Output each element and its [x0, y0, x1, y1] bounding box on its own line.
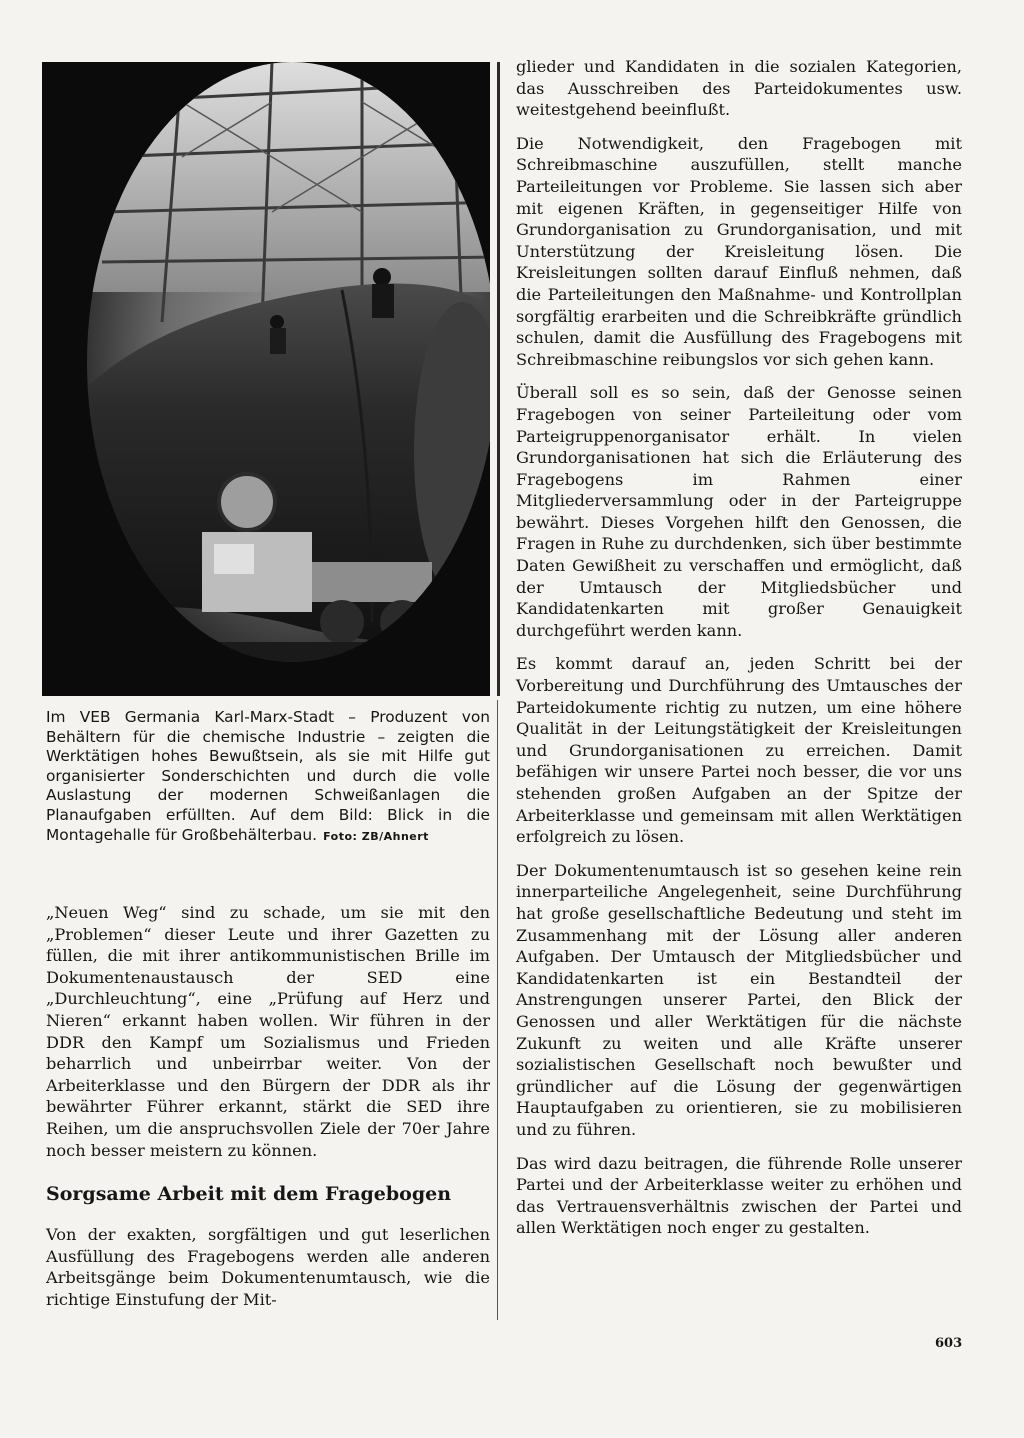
photo-caption [46, 708, 490, 846]
left-paragraph-1: „Neuen Weg“ sind zu schade, um sie mit den „Problemen“ dieser Leute und ihrer Gazetten zu füllen, die mit ihrer antikommunistischen Brille im Dokumentenaustausch der SED eine „Durchleuchtung“, eine „Prüfung auf Herz und Nieren“ erkannt haben wollen. Wir führen in der DDR den Kampf um Sozialismus und Frieden beharrlich und unbeirrbar weiter. Von der Arbeiterklasse und den Bürgern der DDR als ihr bewährter Führer erkannt, stärkt die SED ihre Reihen, um die anspruchsvollen Ziele der 70er Jahre noch besser meistern zu können. [46, 903, 490, 1160]
right-paragraph-6: Das wird dazu beitragen, die führende Rolle unserer Partei und der Arbeiterklasse weiter zu erhöhen und das Vertrauensverhältnis zwischen der Partei und allen Werktätigen noch enger zu gestalten. [516, 1153, 962, 1238]
left-paragraph-2: Von der exakten, sorgfältigen und gut leserlichen Ausfüllung des Fragebogens werden alle anderen Arbeitsgänge beim Dokumentenumtausch, wie die richtige Einstufung der Mit- [46, 1225, 490, 1309]
photo-credit: Foto: ZB/Ahnert [323, 829, 429, 843]
column-divider-upper [497, 62, 500, 696]
column-divider-lower [497, 700, 498, 1320]
right-paragraph-2: Die Notwendigkeit, den Fragebogen mit Schreibmaschine auszufüllen, stellt manche Parteileitungen vor Probleme. Sie lassen sich aber mit eigenen Kräften, in gegenseitiger Hilfe von Grundorganisation zu Grundorganisation, und mit Unterstützung der Kreisleitung lösen. Die Kreisleitungen sollten darauf Einfluß nehmen, daß die Parteileitungen den Maßnahme- und Kontrollplan sorgfältig erarbeiten und die Schreibkräfte gründlich schulen, damit die Ausfüllung des Fragebogens mit Schreibmaschine reibungslos vor sich gehen kann. [516, 133, 962, 369]
factory-tank-photo [42, 62, 490, 696]
left-column-upper [46, 902, 490, 1161]
left-column-lower [46, 1224, 490, 1310]
right-paragraph-5: Der Dokumentenumtausch ist so gesehen keine rein innerparteiliche Angelegenheit, seine Durchführung hat große gesellschaftliche Bedeutung und steht im Zusammenhang mit der Lösung aller anderen Aufgaben. Der Umtausch der Mitgliedsbücher und Kandidatenkarten ist ein Bestandteil der Anstrengungen unserer Partei, den Blick der Genossen und aller Werktätigen für die nächste Zukunft zu weiten und alle Kräfte unserer sozialistischen Gesellschaft noch bewußter und gründlicher auf die Lösung der gegenwärtigen Hauptaufgaben zu orientieren, sie zu mobilisieren und zu führen. [516, 860, 962, 1139]
right-paragraph-3: Überall soll es so sein, daß der Genosse seinen Fragebogen von seiner Parteileitung oder vom Parteigruppenorganisator erhält. In vielen Grundorganisationen hat sich die Erläuterung des Fragebogens im Rahmen einer Mitgliederversammlung oder in der Parteigruppe bewährt. Dieses Vorgehen hilft den Genossen, die Fragen in Ruhe zu durchdenken, sich über bestimmte Daten Gewißheit zu verschaffen und ermöglicht, daß der Umtausch der Mitgliedsbücher und Kandidatenkarten mit großer Genauigkeit durchgeführt werden kann. [516, 383, 962, 640]
right-paragraph-1: glieder und Kandidaten in die sozialen Kategorien, das Ausschreiben des Parteidokumentes usw. weitestgehend beeinflußt. [516, 57, 962, 120]
photo-illustration [42, 62, 490, 696]
right-paragraph-4: Es kommt darauf an, jeden Schritt bei der Vorbereitung und Durchführung des Umtausches der Parteidokumente richtig zu nutzen, um eine höhere Qualität in der Leitungstätigkeit der Kreisleitungen und Grundorganisationen zu erreichen. Damit befähigen wir unsere Partei noch besser, die vor uns stehenden großen Aufgaben an der Spitze der Arbeiterklasse und gemeinsam mit allen Werktätigen erfolgreich zu lösen. [516, 654, 962, 847]
caption-text: Im VEB Germania Karl-Marx-Stadt – Produzent von Behältern für die chemische Industrie – zeigten die Werktätigen hohes Bewußtsein, als sie mit Hilfe gut organisierter Sonderschichten und durch die volle Auslastung der modernen Schweißanlagen die Planaufgaben erfüllten. Auf dem Bild: Blick in die Montagehalle für Großbehälterbau. [46, 708, 490, 844]
section-heading: Sorgsame Arbeit mit dem Fragebogen [46, 1183, 452, 1205]
page-number: 603 [935, 1336, 963, 1351]
right-column [516, 56, 962, 1239]
